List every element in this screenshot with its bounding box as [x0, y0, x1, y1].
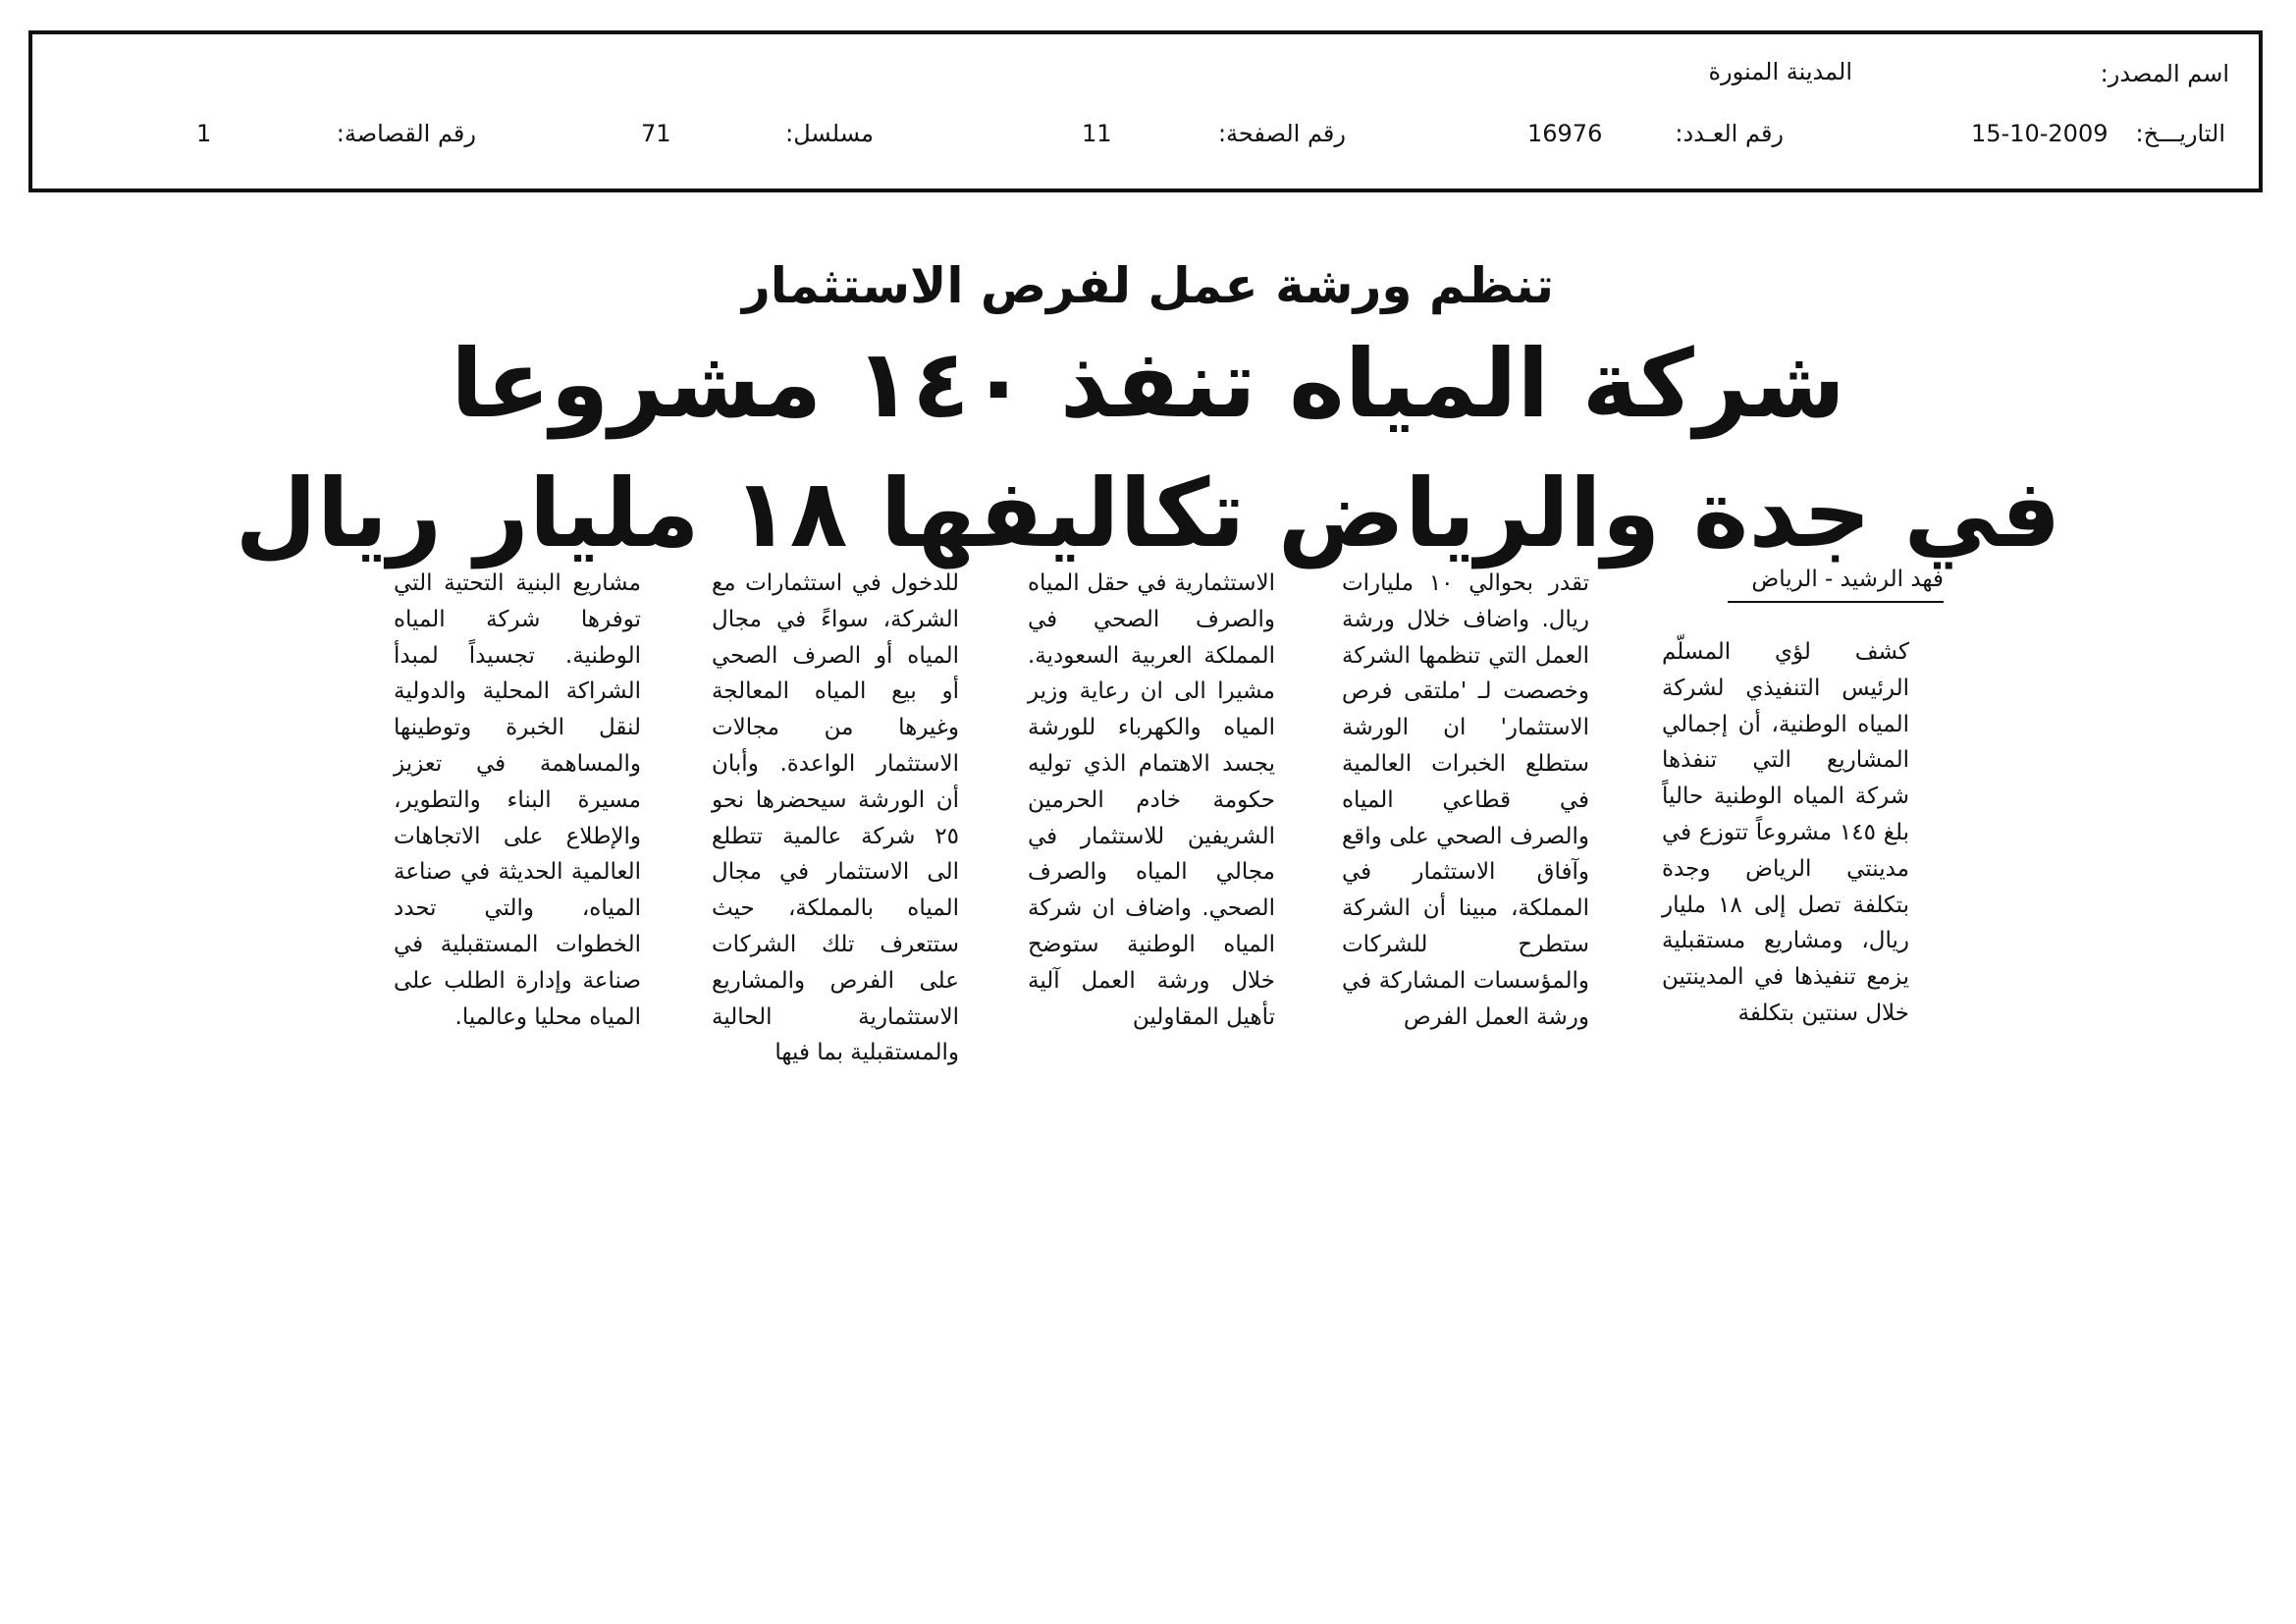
clip-label: رقم القصاصة:	[336, 120, 476, 147]
column-1-text: كشف لؤي المسلّم الرئيس التنفيذي لشركة المياه الوطنية، أن إجمالي المشاريع التي تنفذها شركة المياه الوطنية حالياً بلغ ١٤٥ مشروعاً تتوزع في مدينتي الرياض وجدة بتكلفة تصل إلى ١٨ مليار ريال، ومشاريع مستقبلية يزمع تنفيذها في المدينتين خلال سنتين بتكلفة	[1662, 639, 1909, 1026]
date-value: 15-10-2009	[1971, 120, 2109, 147]
article-column-3	[1028, 566, 1275, 1035]
article-column-4	[712, 566, 959, 1071]
headline-line-1: شركة المياه تنفذ ١٤٠ مشروعا	[451, 329, 1845, 439]
issue-value: 16976	[1527, 120, 1603, 147]
issue-label: رقم العـدد:	[1675, 120, 1784, 147]
headline-line-2: في جدة والرياض تكاليفها ١٨ مليار ريال	[235, 459, 2061, 568]
article-column-5	[394, 566, 641, 1035]
column-4-text: للدخول في استثمارات مع الشركة، سواءً في مجال المياه أو الصرف الصحي أو بيع المياه المعالجة وغيرها من مجالات الاستثمار الواعدة. وأبان أن الورشة سيحضرها نحو ٢٥ شركة عالمية تتطلع الى الاستثمار في مجال المياه بالمملكة، حيث ستتعرف تلك الشركات على الفرص والمشاريع الاستثمارية الحالية والمستقبلية بما فيها	[712, 570, 959, 1066]
article-column-1	[1662, 634, 1909, 1032]
source-label: اسم المصدر:	[2100, 60, 2229, 87]
serial-label: مسلسل:	[785, 120, 874, 147]
article-column-2	[1342, 566, 1589, 1035]
date-label: التاريـــخ:	[2135, 120, 2225, 147]
column-3-text: الاستثمارية في حقل المياه والصرف الصحي في المملكة العربية السعودية. مشيرا الى ان رعاية وزير المياه والكهرباء للورشة يجسد الاهتمام الذي توليه حكومة خادم الحرمين الشريفين للاستثمار في مجالي المياه والصرف الصحي. واضاف ان شركة المياه الوطنية ستوضح خلال ورشة العمل آلية تأهيل المقاولين	[1028, 570, 1275, 1030]
clip-value: 1	[196, 120, 212, 147]
page-value: 11	[1082, 120, 1112, 147]
article-kicker: تنظم ورشة عمل لفرص الاستثمار	[742, 257, 1554, 314]
page-label: رقم الصفحة:	[1217, 120, 1346, 147]
document-header-box	[28, 30, 2263, 192]
column-5-text: مشاريع البنية التحتية التي توفرها شركة المياه الوطنية. تجسيداً لمبدأ الشراكة المحلية والدولية لنقل الخبرة وتوطينها والمساهمة في تعزيز مسيرة البناء والتطوير، والإطلاع على الاتجاهات العالمية الحديثة في صناعة المياه، والتي تحدد الخطوات المستقبلية في صناعة وإدارة الطلب على المياه محليا وعالميا.	[394, 570, 641, 1030]
source-value: المدينة المنورة	[1708, 58, 1852, 85]
column-2-text: تقدر بحوالي ١٠ مليارات ريال. واضاف خلال ورشة العمل التي تنظمها الشركة وخصصت لـ 'ملتقى فرص الاستثمار' ان الورشة ستطلع الخبرات العالمية في قطاعي المياه والصرف الصحي على واقع وآفاق الاستثمار في المملكة، مبينا أن الشركة ستطرح للشركات والمؤسسات المشاركة في ورشة العمل الفرص	[1342, 570, 1589, 1030]
serial-value: 71	[641, 120, 671, 147]
byline: فهد الرشيد - الرياض	[1728, 562, 1944, 603]
